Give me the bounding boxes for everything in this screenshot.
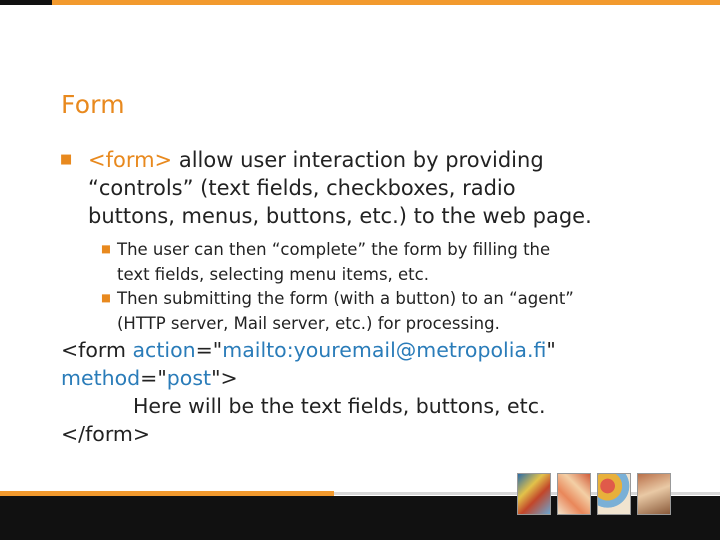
code-line-2: method="post"> [61,366,238,390]
code-line-1: <form action="mailto:youremail@metropolia.fi" [61,338,556,362]
code-example [61,336,701,448]
bullet-main-line3: buttons, menus, buttons, etc.) to the web page. [88,204,592,228]
bullet-main-line1: <form> allow user interaction by providing [88,148,544,172]
bullet-main-line2: “controls” (text fields, checkboxes, radio [88,176,516,200]
decorative-image-icon [557,473,591,515]
slide-title: Form [61,90,125,119]
footer-thumbnails [517,473,671,515]
bullet-square-icon: ■ [60,152,73,167]
top-bar-black [0,0,52,5]
sub-bullet: ■ Then submitting the form (with a button) to an “agent” (HTTP server, Mail server, etc.) for processing. [117,287,700,336]
decorative-image-icon [637,473,671,515]
bullet-square-icon: ■ [101,292,111,304]
decorative-image-icon [597,473,631,515]
decorative-image-icon [517,473,551,515]
bullet-main [60,146,700,230]
form-tag-text: <form> [88,148,173,172]
code-line-3: Here will be the text fields, buttons, etc. [133,394,546,418]
sub-bullet: ■ The user can then “complete” the form by filling the text fields, selecting menu items, etc. [117,238,700,287]
code-line-4: </form> [61,422,151,446]
bullet-list [60,146,700,336]
top-bar-orange [52,0,720,5]
bullet-square-icon: ■ [101,243,111,255]
